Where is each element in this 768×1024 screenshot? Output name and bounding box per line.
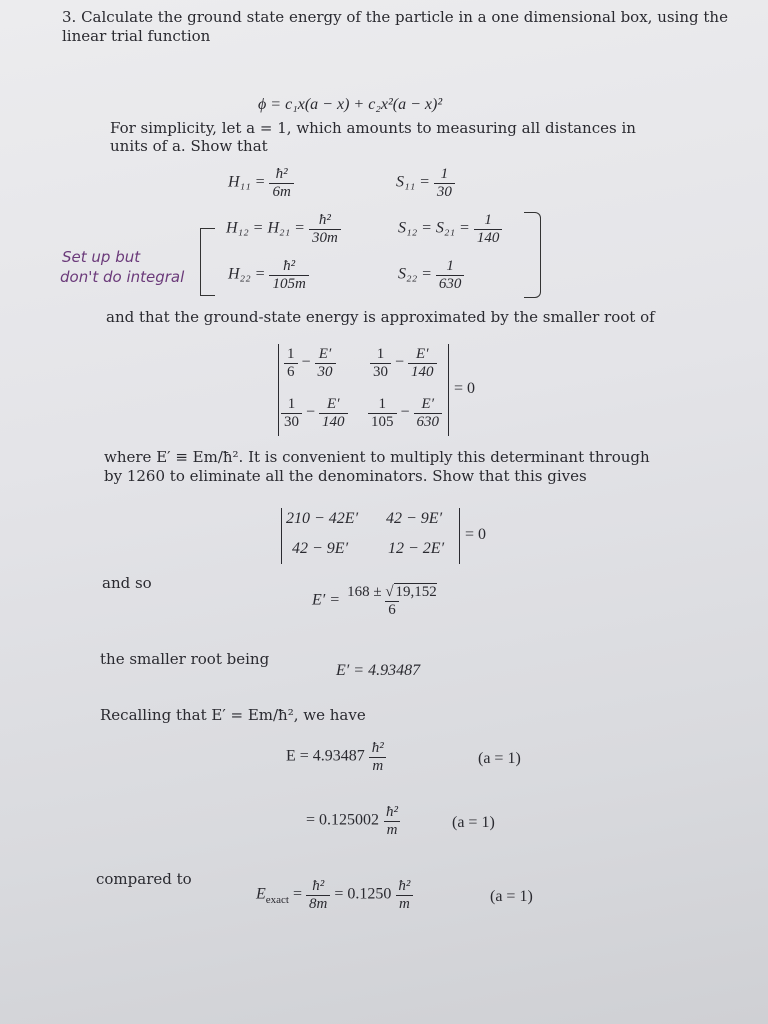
problem-line-1: 3. Calculate the ground state energy of the particle in a one dimensional box, using the xyxy=(62,8,728,26)
ground-state-text: and that the ground-state energy is approximated by the smaller root of xyxy=(106,308,655,326)
where-line-1: where E′ ≡ Em/ħ². It is convenient to multiply this determinant through xyxy=(104,448,650,466)
s22-equation: S₂₂ = $\frac{1}{630}$ xyxy=(398,258,464,292)
determinant-1-left-bar xyxy=(278,344,279,436)
det2-r2c1: 42 − 9E′ xyxy=(292,540,349,557)
det2-equals-zero: = 0 xyxy=(465,526,487,543)
det1-r1c2: $\frac{1}{30}$ − $\frac{E'}{140}$ xyxy=(370,346,437,380)
energy-2-condition: (a = 1) xyxy=(452,814,495,831)
where-line-2: by 1260 to eliminate all the denominators. Show that this gives xyxy=(104,467,587,485)
simplicity-line-1: For simplicity, let a = 1, which amounts to measuring all distances in xyxy=(110,119,636,137)
exact-energy-equation: $E_{exact}$ = $\frac{\text{ħ²}}{8m}$ = 0.1250 $\frac{\text{ħ²}}{m}$ xyxy=(256,878,413,912)
energy-equation-1: E = 4.93487 $\frac{\text{ħ²}}{m}$ xyxy=(286,740,387,774)
det1-r2c2: $\frac{1}{105}$ − $\frac{E'}{630}$ xyxy=(368,396,442,430)
smaller-root-text: the smaller root being xyxy=(100,650,270,668)
handwritten-left-bracket xyxy=(200,228,215,296)
determinant-2-left-bar xyxy=(281,508,282,564)
s11-equation: S₁₁ = $\frac{1}{30}$ xyxy=(396,166,455,200)
s12-equation: S₁₂ = S₂₁ = $\frac{1}{140}$ xyxy=(398,212,502,246)
problem-line-2: linear trial function xyxy=(62,27,211,45)
exact-condition: (a = 1) xyxy=(490,888,533,905)
compared-to-text: compared to xyxy=(96,870,192,888)
energy-equation-2: = 0.125002 $\frac{\text{ħ²}}{m}$ xyxy=(306,804,401,838)
det1-r2c1: $\frac{1}{30}$ − $\frac{E'}{140}$ xyxy=(281,396,348,430)
determinant-2-right-bar xyxy=(459,508,460,564)
energy-1-condition: (a = 1) xyxy=(478,750,521,767)
handwritten-note-line-1: Set up but xyxy=(62,248,141,266)
det2-r1c1: 210 − 42E′ xyxy=(286,510,359,527)
simplicity-line-2: units of a. Show that xyxy=(110,137,268,155)
det1-r1c1: $\frac{1}{6}$ − $\frac{E'}{30}$ xyxy=(284,346,336,380)
h12-equation: H₁₂ = H₂₁ = $\frac{\text{ħ²}}{30m}$ xyxy=(226,212,341,246)
det1-equals-zero: = 0 xyxy=(454,380,476,397)
det2-r1c2: 42 − 9E′ xyxy=(386,510,443,527)
and-so-text: and so xyxy=(102,574,152,592)
smaller-root-value: E′ = 4.93487 xyxy=(336,662,421,679)
recalling-text: Recalling that E′ = Em/ħ², we have xyxy=(100,706,366,724)
handwritten-right-bracket xyxy=(524,212,541,298)
root-formula: E′ = $\frac{168 \pm √ 19,152}{6}$ xyxy=(312,584,437,618)
determinant-1-right-bar xyxy=(448,344,449,436)
h11-equation: H₁₁ = $\frac{\text{ħ²}}{6m}$ xyxy=(228,166,294,200)
h22-equation: H₂₂ = $\frac{\text{ħ²}}{105m}$ xyxy=(228,258,309,292)
handwritten-note-line-2: don't do integral xyxy=(60,268,185,286)
det2-r2c2: 12 − 2E′ xyxy=(388,540,445,557)
trial-function: ϕ = c₁x(a − x) + c₂x²(a − x)² xyxy=(258,96,443,113)
